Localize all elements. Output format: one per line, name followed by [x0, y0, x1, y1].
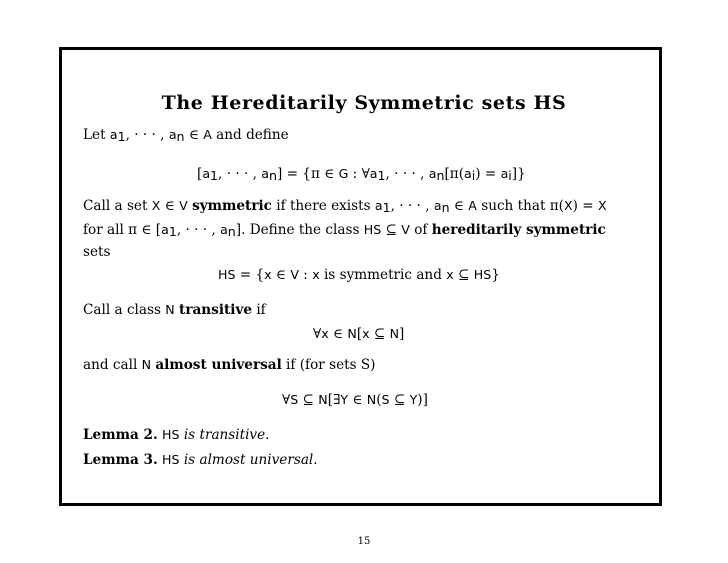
formula-hs: HS = {x ∈ V : x is symmetric and x ⊆ HS}	[218, 267, 500, 283]
slide-title: The Hereditarily Symmetric sets HS	[161, 92, 567, 114]
almost-universal-line: and call N almost universal if (for sets S)	[83, 357, 376, 373]
hs-definition-line: for all π ∈ [$a_1$, · · · , $a_n$]. Define the class HS ⊆ V of hereditarily symmetric	[83, 222, 606, 239]
lemma-3: Lemma 3. HS is almost universal.	[83, 452, 318, 468]
let-line: Let $a_1$, · · · , $a_n$ ∈ A and define	[83, 127, 289, 144]
lemma-label: Lemma 3.	[83, 452, 158, 468]
lemma-label: Lemma 2.	[83, 427, 158, 443]
page-number: 15	[357, 536, 371, 547]
sets-line: sets	[83, 244, 111, 260]
transitive-line: Call a class N transitive if	[83, 302, 266, 318]
lemma-2: Lemma 2. HS is transitive.	[83, 427, 270, 443]
formula-transitive: ∀x ∈ N[x ⊆ N]	[313, 326, 405, 342]
symmetric-definition-line: Call a set X ∈ V symmetric if there exists $a_1$, · · · , $a_n$ ∈ A such that π(X) = X	[83, 198, 607, 215]
formula-almost-universal: ∀S ⊆ N[∃Y ∈ N(S ⊆ Y)]	[282, 392, 428, 408]
formula-a1-an: [$a_1$, · · · , $a_n] = \{\pi$ ∈ G : $\forall a_1$, · · · , $a_n[\pi(a_i) = a_i]$}	[197, 166, 526, 183]
